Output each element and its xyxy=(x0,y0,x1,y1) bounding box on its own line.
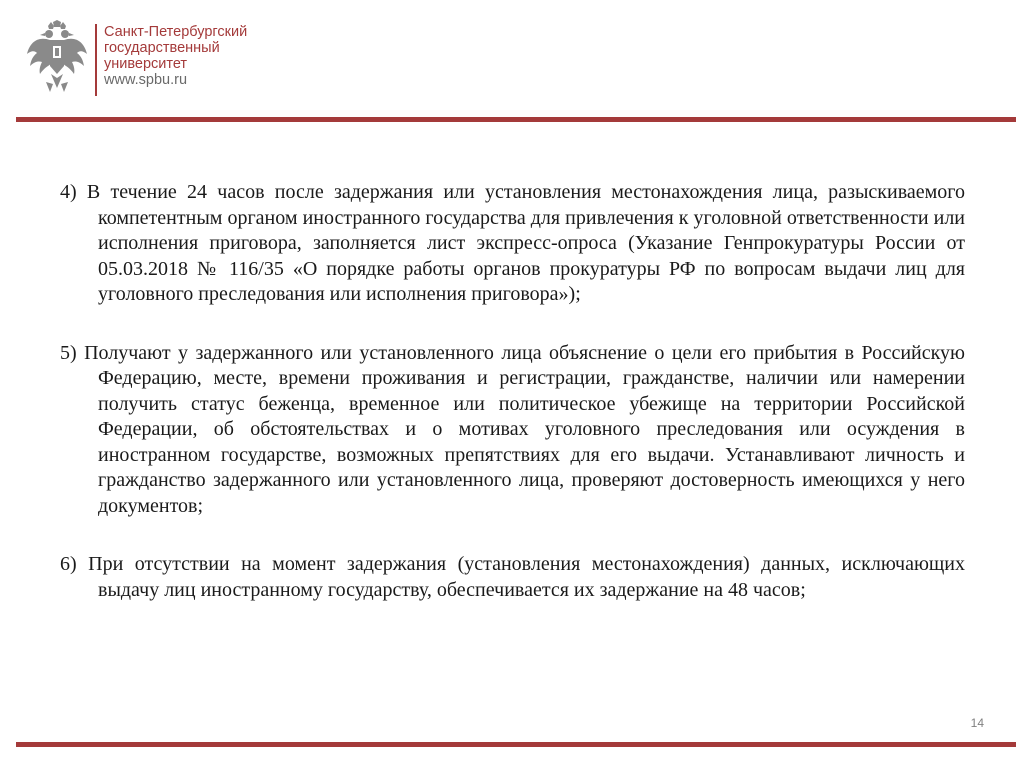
university-name-line-2: государственный xyxy=(104,40,220,56)
university-name-line-1: Санкт-Петербургский xyxy=(104,24,248,40)
logo-divider xyxy=(95,24,97,96)
double-headed-eagle-icon xyxy=(26,20,88,96)
university-website[interactable]: www.spbu.ru xyxy=(104,72,188,88)
bottom-divider xyxy=(16,742,1016,747)
page-number: 14 xyxy=(970,716,984,730)
paragraph-item-6: 6) При отсутствии на момент задержания (установления местонахождения) данных, исключающих выдачу лиц иностранному государству, обеспечивается их задержание на 48 часов; xyxy=(60,553,965,601)
header xyxy=(0,0,1024,125)
top-divider xyxy=(16,117,1016,122)
university-name-line-3: университет xyxy=(104,56,188,72)
slide-body xyxy=(60,180,965,636)
paragraph-item-5: 5) Получают у задержанного или установленного лица объяснение о цели его прибытия в Российскую Федерацию, месте, времени проживания и регистрации, гражданстве, наличии или намерении получить статус беженца, временное или политическое убежище на территории Российской Федерации, об обстоятельствах и о мотивах уголовного преследования или осуждения в иностранном государстве, возможных препятствиях для его выдачи. Устанавливают личность и гражданство задержанного или установленного лица, проверяют достоверность имеющихся у него документов; xyxy=(60,341,965,517)
university-name xyxy=(104,24,247,88)
paragraph-item-4: 4) В течение 24 часов после задержания или установления местонахождения лица, разыскиваемого компетентным органом иностранного государства для привлечения к уголовной ответственности или исполнения приговора, заполняется лист экспресс-опроса (Указание Генпрокуратуры России от 05.03.2018 № 116/35 «О порядке работы органов прокуратуры РФ по вопросам выдачи лиц для уголовного преследования или исполнения приговора»); xyxy=(60,181,965,305)
